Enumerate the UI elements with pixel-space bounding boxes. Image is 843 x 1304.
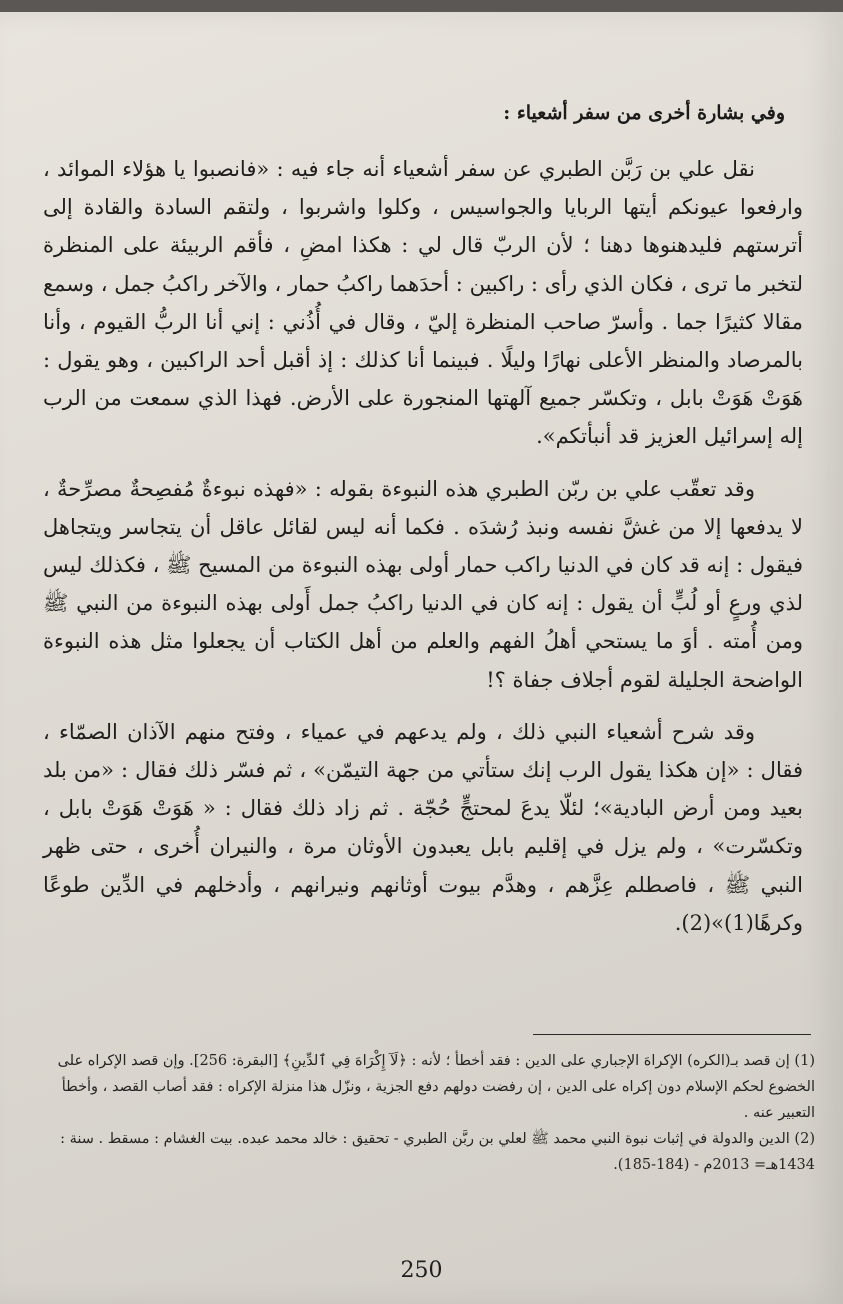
background-edge xyxy=(0,0,843,12)
section-heading: وفي بشارة أخرى من سفر أشعياء : xyxy=(503,102,785,124)
book-page xyxy=(0,10,843,1304)
paragraph-2: وقد تعقّب علي بن ربّن الطبري هذه النبوءة بقوله : «فهذه نبوءةٌ مُفصِحةٌ مصرِّحةٌ ، لا يدفعها إلا من غشَّ نفسه ونبذ رُشدَه . فكما أنه ليس لقائل عاقل أن يتجاسر ويتجاهل فيقول : إنه قد كان في الدنيا راكب حمار أولى بهذه النبوءة من المسيح ﷺ ، فكذلك ليس لذي ورعٍ أو لُبٍّ أن يقول : إنه كان في الدنيا راكبُ جمل أَولى بهذه النبوءة من النبي ﷺ ومن أُمته . أوَ ما يستحي أهلُ الفهم والعلم من أهل الكتاب أن يجعلوا مثل هذه النبوءة الواضحة الجليلة لقوم أجلاف جفاة ؟! xyxy=(43,476,803,692)
page-number: 250 xyxy=(400,1258,443,1283)
footnote-1: (1) إن قصد بـ(الكره) الإكراهَ الإجباري على الدين : فقد أخطأ ؛ لأنه : ﴿لَآ إِكْرَاهَ فِي ٱلدِّينِ﴾ [البقرة: 256]. وإن قصد الإكراه على الخضوع لحكم الإسلام دون إكراه على الدين ، إن رفضت دولهم دفع الجزية ، ونزّل هذا منزلة الإكراه : فقد أصاب القصد ، وأخطأ التعبير عنه . xyxy=(57,1053,815,1121)
footnote-divider xyxy=(533,1034,811,1035)
footnotes xyxy=(40,1048,815,1178)
footnote-2: (2) الدين والدولة في إثبات نبوة النبي محمد ﷺ لعلي بن ربَّن الطبري - تحقيق : خالد محمد عبده. بيت الغشام : مسقط . سنة : 1434هـ= 2013م - (184-185). xyxy=(60,1131,815,1173)
paragraph-3: وقد شرح أشعياء النبي ذلك ، ولم يدعهم في عمياء ، وفتح منهم الآذان الصمّاء ، فقال : «إن هكذا يقول الرب إنك ستأتي من جهة التيمّن» ، ثم فسّر ذلك فقال : «من بلد بعيد ومن أرض البادية»؛ لئلّا يدعَ لمحتجٍّ حُجّة . ثم زاد ذلك فقال : « هَوَتْ هَوَتْ بابل ، وتكسّرت» ، ولم يزل في إقليم بابل يعبدون الأوثان مرة ، والنيران أُخرى ، حتى ظهر النبي ﷺ ، فاصطلم عِزَّهم ، وهدَّم بيوت أوثانهم ونيرانهم ، وأدخلهم في الدِّين طوعًا وكرهًا(1)»(2). xyxy=(43,719,803,935)
main-text xyxy=(43,150,803,956)
paragraph-1: نقل علي بن رَبَّن الطبري عن سفر أشعياء أنه جاء فيه : «فانصبوا يا هؤلاء الموائد ، وارفعوا عيونكم أيتها الربايا والجواسيس ، وكلوا واشربوا ، ولتقم السادة والقادة إلى أترستهم فليدهنوها دهنا ؛ لأن الربّ قال لي : هكذا امضِ ، فأقم الربيئة على المنظرة لتخبر ما ترى ، فكان الذي رأى : راكبين : أحدَهما راكبُ حمار ، والآخر راكبُ جمل ، وسمع مقالا كثيرًا جما . وأسرّ صاحب المنظرة إليّ ، وقال في أُذُني : إني أنا الربُّ القيوم ، وأنا بالمرصاد والمنظر الأعلى نهارًا وليلًا . فبينما أنا كذلك : إذ أقبل أحد الراكبين ، وهو يقول : هَوَتْ هَوَتْ بابل ، وتكسّر جميع آلهتها المنجورة على الأرض. فهذا الذي سمعت من الرب إله إسرائيل العزيز قد أنبأتكم». xyxy=(43,157,803,449)
